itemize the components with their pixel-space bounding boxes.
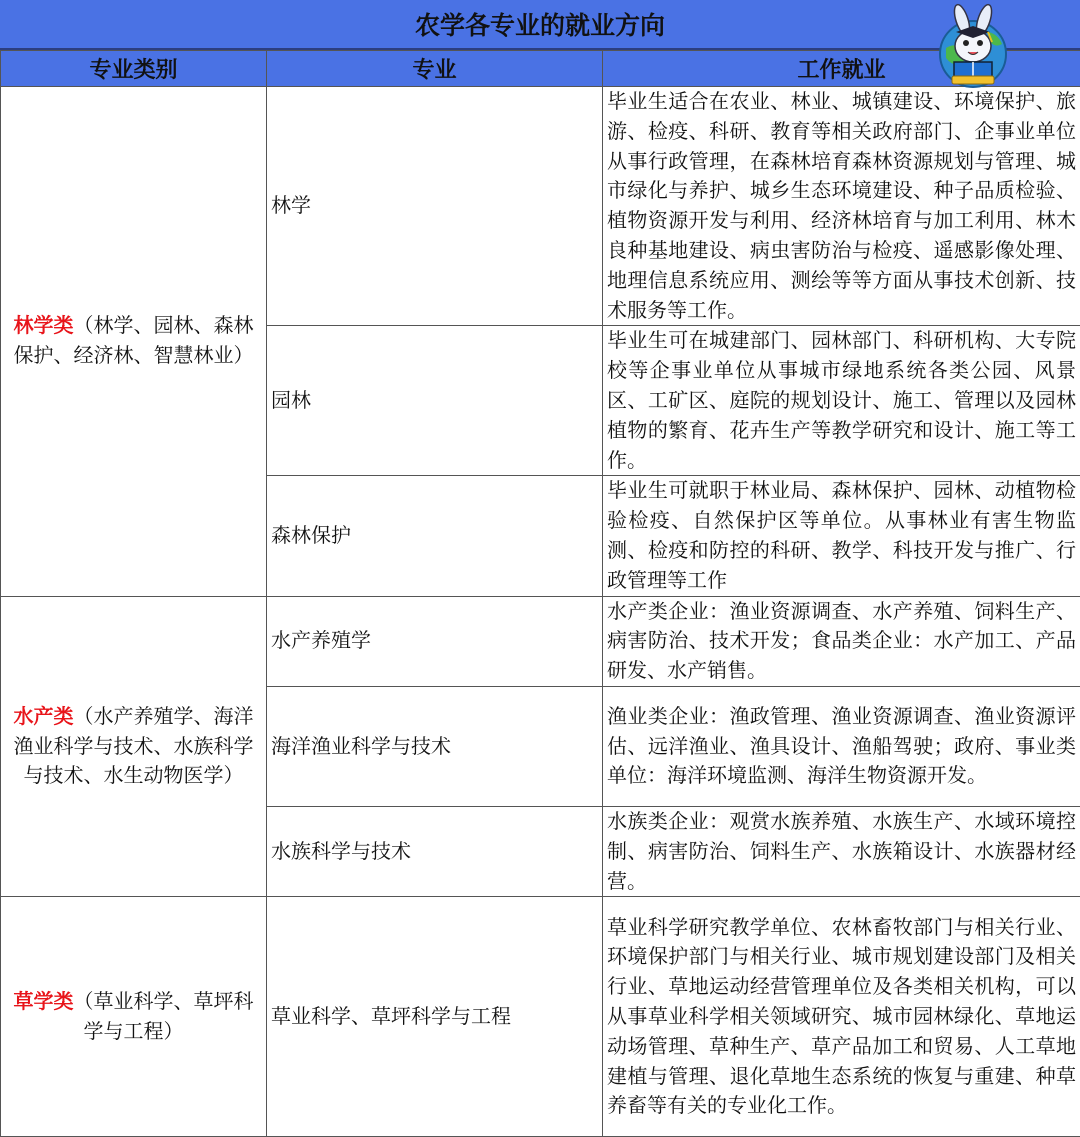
category-name: 林学类 [14,313,74,337]
major-cell: 草业科学、草坪科学与工程 [267,897,603,1137]
jobs-cell: 毕业生可就职于林业局、森林保护、园林、动植物检验检疫、自然保护区等单位。从事林业有害生物监测、检疫和防控的科研、教学、科技开发与推广、行政管理等工作 [603,476,1080,596]
table-row [1,87,1080,326]
category-cell-forestry [1,87,267,597]
major-cell: 水族科学与技术 [267,806,603,896]
rabbit-reading-book-icon [932,2,1014,90]
jobs-cell: 草业科学研究教学单位、农林畜牧部门与相关行业、环境保护部门与相关行业、城市规划建设部门及相关行业、草地运动经营管理单位及各类相关机构，可以从事草业科学相关领域研究、城市园林绿化、草地运动场管理、草种生产、草产品加工和贸易、人工草地建植与管理、退化草地生态系统的恢复与重建、种草养畜等有关的专业化工作。 [603,897,1080,1137]
category-name: 水产类 [14,704,74,728]
jobs-cell: 毕业生可在城建部门、园林部门、科研机构、大专院校等企事业单位从事城市绿地系统各类公园、风景区、工矿区、庭院的规划设计、施工、管理以及园林植物的繁育、花卉生产等教学研究和设计、施工等工作。 [603,326,1080,476]
table-row [1,596,1080,686]
header-jobs: 工作就业 [603,51,1080,87]
major-cell: 森林保护 [267,476,603,596]
major-cell: 林学 [267,87,603,326]
category-detail: （水产养殖学、海洋渔业科学与技术、水族科学与技术、水生动物医学） [14,704,254,788]
table-row [1,897,1080,1137]
jobs-cell: 水产类企业：渔业资源调查、水产养殖、饲料生产、病害防治、技术开发；食品类企业：水产加工、产品研发、水产销售。 [603,596,1080,686]
major-cell: 园林 [267,326,603,476]
header-category: 专业类别 [1,51,267,87]
jobs-cell: 水族类企业：观赏水族养殖、水族生产、水域环境控制、病害防治、饲料生产、水族箱设计、水族器材经营。 [603,806,1080,896]
major-cell: 海洋渔业科学与技术 [267,686,603,806]
header-row [1,51,1080,87]
title-text: 农学各专业的就业方向 [415,6,665,42]
table-title [0,0,1080,50]
major-cell: 水产养殖学 [267,596,603,686]
jobs-cell: 渔业类企业：渔政管理、渔业资源调查、渔业资源评估、远洋渔业、渔具设计、渔船驾驶；政府、事业类单位：海洋环境监测、海洋生物资源开发。 [603,686,1080,806]
category-detail: （草业科学、草坪科学与工程） [74,989,254,1043]
category-detail: （林学、园林、森林保护、经济林、智慧林业） [14,313,254,367]
category-cell-aquaculture [1,596,267,897]
employment-table [0,50,1080,1137]
header-major: 专业 [267,51,603,87]
jobs-cell: 毕业生适合在农业、林业、城镇建设、环境保护、旅游、检疫、科研、教育等相关政府部门、企事业单位从事行政管理，在森林培育森林资源规划与管理、城市绿化与养护、城乡生态环境建设、种子品质检验、植物资源开发与利用、经济林培育与加工利用、林木良种基地建设、病虫害防治与检疫、遥感影像处理、地理信息系统应用、测绘等等方面从事技术创新、技术服务等工作。 [603,87,1080,326]
category-name: 草学类 [14,989,74,1013]
category-cell-grass [1,897,267,1137]
